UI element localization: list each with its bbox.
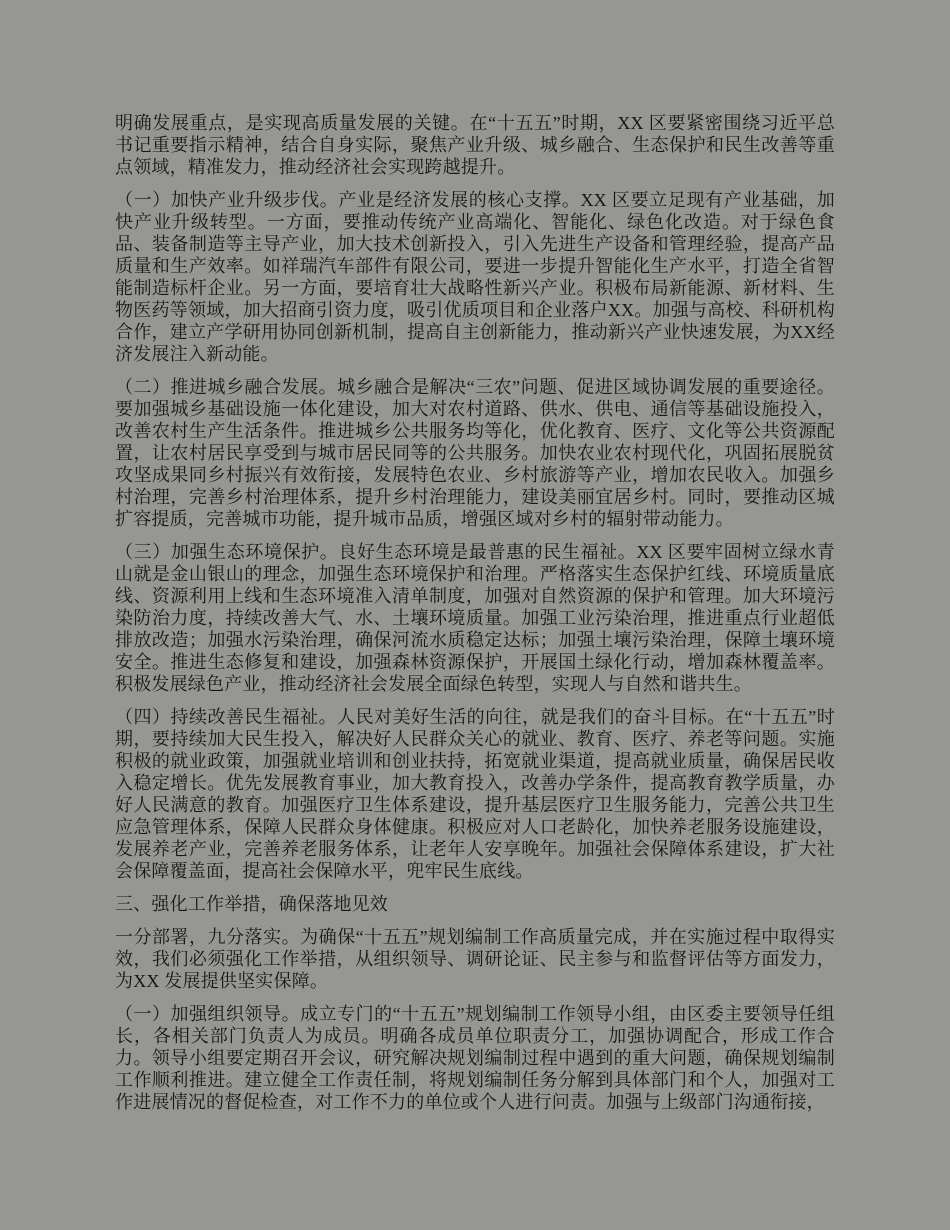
- section-heading-measures: 三、强化工作举措，确保落地见效: [115, 894, 388, 914]
- document-body: [115, 112, 835, 1113]
- paragraph-livelihood: （四）持续改善民生福祉。人民对美好生活的向往，就是我们的奋斗目标。在“十五五”时期，要持续加大民生投入，解决好人民群众关心的就业、教育、医疗、养老等问题。实施积极的就业政策，加强就业培训和创业扶持，拓宽就业渠道，提高就业质量，确保居民收入稳定增长。优先发展教育事业，加大教育投入，改善办学条件，提高教育教学质量，办好人民满意的教育。加强医疗卫生体系建设，提升基层医疗卫生服务能力，完善公共卫生应急管理体系，保障人民群众身体健康。积极应对人口老龄化，加快养老服务设施建设，发展养老产业，完善养老服务体系，让老年人安享晚年。加强社会保障体系建设，扩大社会保障覆盖面，提高社会保障水平，兜牢民生底线。: [115, 707, 835, 881]
- paragraph-urban-rural: （二）推进城乡融合发展。城乡融合是解决“三农”问题、促进区域协调发展的重要途径。要加强城乡基础设施一体化建设，加大对农村道路、供水、供电、通信等基础设施投入，改善农村生产生活条件。推进城乡公共服务均等化，优化教育、医疗、文化等公共资源配置，让农村居民享受到与城市居民同等的公共服务。加快农业农村现代化，巩固拓展脱贫攻坚成果同乡村振兴有效衔接，发展特色农业、乡村旅游等产业，增加农民收入。加强乡村治理，完善乡村治理体系，提升乡村治理能力，建设美丽宜居乡村。同时，要推动区城扩容提质，完善城市功能，提升城市品质，增强区域对乡村的辐射带动能力。: [115, 377, 835, 529]
- paragraph-leadership: （一）加强组织领导。成立专门的“十五五”规划编制工作领导小组，由区委主要领导任组长，各相关部门负责人为成员。明确各成员单位职责分工，加强协调配合，形成工作合力。领导小组要定期召开会议，研究解决规划编制过程中遇到的重大问题，确保规划编制工作顺利推进。建立健全工作责任制，将规划编制任务分解到具体部门和个人，加强对工作进展情况的督促检查，对工作不力的单位或个人进行问责。加强与上级部门沟通衔接，: [115, 1004, 835, 1112]
- paragraph-implementation: 一分部署，九分落实。为确保“十五五”规划编制工作高质量完成，并在实施过程中取得实效，我们必须强化工作举措，从组织领导、调研论证、民主参与和监督评估等方面发力，为XX 发展提供坚实保障。: [115, 927, 835, 991]
- paragraph-ecology: （三）加强生态环境保护。良好生态环境是最普惠的民生福祉。XX 区要牢固树立绿水青山就是金山银山的理念，加强生态环境保护和治理。严格落实生态保护红线、环境质量底线、资源利用上线和生态环境准入清单制度，加强对自然资源的保护和管理。加大环境污染防治力度，持续改善大气、水、土壤环境质量。加强工业污染治理，推进重点行业超低排放改造；加强水污染治理，确保河流水质稳定达标；加强土壤污染治理，保障土壤环境安全。推进生态修复和建设，加强森林资源保护，开展国土绿化行动，增加森林覆盖率。积极发展绿色产业，推动经济社会发展全面绿色转型，实现人与自然和谐共生。: [115, 542, 835, 694]
- paragraph-intro: 明确发展重点，是实现高质量发展的关键。在“十五五”时期，XX 区要紧密围绕习近平总书记重要指示精神，结合自身实际，聚焦产业升级、城乡融合、生态保护和民生改善等重点领域，精准发力，推动经济社会实现跨越提升。: [115, 113, 835, 177]
- paragraph-industry-upgrade: （一）加快产业升级步伐。产业是经济发展的核心支撑。XX 区要立足现有产业基础，加快产业升级转型。一方面，要推动传统产业高端化、智能化、绿色化改造。对于绿色食品、装备制造等主导产业，加大技术创新投入，引入先进生产设备和管理经验，提高产品质量和生产效率。如祥瑞汽车部件有限公司，要进一步提升智能化生产水平，打造全省智能制造标杆企业。另一方面，要培育壮大战略性新兴产业。积极布局新能源、新材料、生物医药等领域，加大招商引资力度，吸引优质项目和企业落户XX。加强与高校、科研机构合作，建立产学研用协同创新机制，提高自主创新能力，推动新兴产业快速发展，为XX经济发展注入新动能。: [115, 190, 835, 364]
